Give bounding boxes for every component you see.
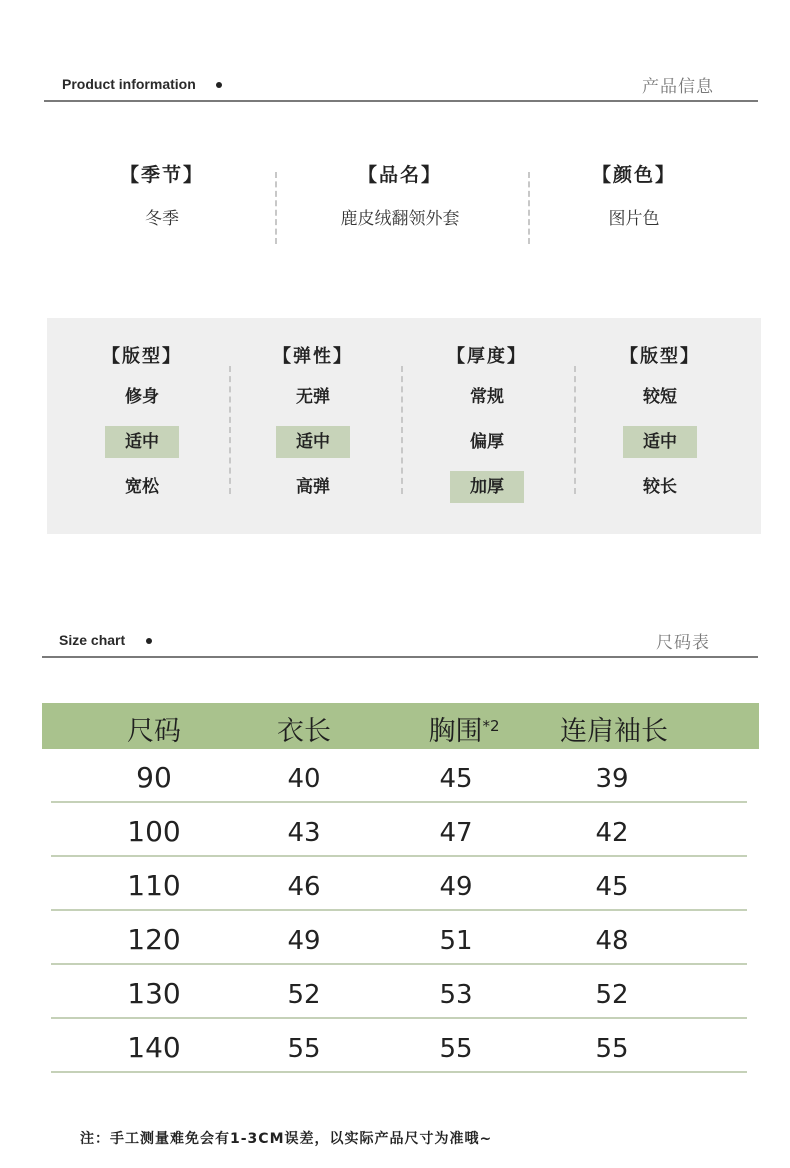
header-divider bbox=[44, 100, 758, 102]
table-cell: 110 bbox=[127, 869, 181, 902]
table-body bbox=[42, 749, 759, 1073]
table-cell: 46 bbox=[287, 872, 321, 902]
attr-key: 【弹性】 bbox=[273, 346, 353, 367]
table-cell: 51 bbox=[439, 926, 473, 956]
table-cell: 52 bbox=[595, 980, 629, 1010]
info-value: 图片色 bbox=[608, 209, 660, 229]
attr-option: 偏厚 bbox=[470, 432, 504, 452]
table-cell: 90 bbox=[136, 761, 172, 794]
product-info-header bbox=[44, 72, 758, 102]
dashed-divider bbox=[275, 172, 277, 244]
column-header-length: 衣长 bbox=[277, 716, 331, 747]
table-cell: 43 bbox=[287, 818, 321, 848]
table-cell: 45 bbox=[439, 764, 473, 794]
table-cell: 53 bbox=[439, 980, 473, 1010]
table-row bbox=[51, 803, 747, 857]
table-row bbox=[51, 1019, 747, 1073]
info-value: 冬季 bbox=[145, 209, 179, 229]
table-cell: 140 bbox=[127, 1031, 181, 1064]
attr-option-selected: 加厚 bbox=[450, 471, 524, 503]
table-cell: 45 bbox=[595, 872, 629, 902]
table-cell: 55 bbox=[439, 1034, 473, 1064]
bullet-dot-icon bbox=[216, 82, 222, 88]
table-row bbox=[51, 911, 747, 965]
attr-option-selected: 适中 bbox=[623, 426, 697, 458]
table-cell: 49 bbox=[439, 872, 473, 902]
info-product-name bbox=[300, 160, 500, 229]
measurement-note: 注：手工测量难免会有1-3CM误差，以实际产品尺寸为准哦~ bbox=[80, 1131, 493, 1147]
section-title-cn: 尺码表 bbox=[656, 633, 710, 653]
column-header-size: 尺码 bbox=[127, 716, 181, 747]
attr-option: 宽松 bbox=[125, 477, 159, 497]
info-color bbox=[534, 160, 734, 229]
attr-option: 常规 bbox=[470, 387, 504, 407]
attr-fit bbox=[57, 342, 227, 503]
attribute-panel bbox=[47, 318, 761, 534]
bullet-dot-icon bbox=[146, 638, 152, 644]
chest-multiplier: *2 bbox=[482, 717, 500, 735]
attr-option: 修身 bbox=[125, 387, 159, 407]
attr-option-selected: 适中 bbox=[105, 426, 179, 458]
info-key: 【季节】 bbox=[119, 164, 204, 186]
section-title-cn: 产品信息 bbox=[642, 77, 714, 97]
table-cell: 48 bbox=[595, 926, 629, 956]
attr-elasticity bbox=[228, 342, 398, 503]
info-key: 【品名】 bbox=[357, 164, 442, 186]
header-divider bbox=[42, 656, 758, 658]
table-cell: 100 bbox=[127, 815, 181, 848]
attr-length bbox=[575, 342, 745, 503]
attr-key: 【版型】 bbox=[620, 346, 700, 367]
info-key: 【颜色】 bbox=[591, 164, 676, 186]
table-row bbox=[51, 749, 747, 803]
table-cell: 42 bbox=[595, 818, 629, 848]
table-cell: 55 bbox=[595, 1034, 629, 1064]
column-header-chest-label: 胸围 bbox=[428, 716, 483, 747]
table-row bbox=[51, 857, 747, 911]
attr-thickness bbox=[402, 342, 572, 503]
info-value: 鹿皮绒翻领外套 bbox=[340, 209, 460, 229]
section-title-en: Product information bbox=[62, 76, 196, 92]
size-table bbox=[42, 703, 759, 1073]
table-cell: 49 bbox=[287, 926, 321, 956]
attr-option: 无弹 bbox=[296, 387, 330, 407]
table-cell: 40 bbox=[287, 764, 321, 794]
size-chart-header bbox=[42, 628, 758, 658]
table-cell: 130 bbox=[127, 977, 181, 1010]
dashed-divider bbox=[528, 172, 530, 244]
attr-option: 较长 bbox=[643, 477, 677, 497]
table-row bbox=[51, 965, 747, 1019]
table-cell: 120 bbox=[127, 923, 181, 956]
table-cell: 39 bbox=[595, 764, 629, 794]
attr-key: 【版型】 bbox=[102, 346, 182, 367]
section-title-en: Size chart bbox=[59, 632, 126, 648]
table-header-row bbox=[42, 703, 759, 749]
column-header-chest bbox=[428, 709, 499, 748]
attr-option: 高弹 bbox=[296, 477, 330, 497]
table-cell: 47 bbox=[439, 818, 473, 848]
attr-option: 较短 bbox=[643, 387, 677, 407]
attr-option-selected: 适中 bbox=[276, 426, 350, 458]
table-cell: 52 bbox=[287, 980, 321, 1010]
attr-key: 【厚度】 bbox=[447, 346, 527, 367]
info-season bbox=[62, 160, 262, 229]
table-cell: 55 bbox=[287, 1034, 321, 1064]
column-header-sleeve: 连肩袖长 bbox=[560, 716, 668, 747]
